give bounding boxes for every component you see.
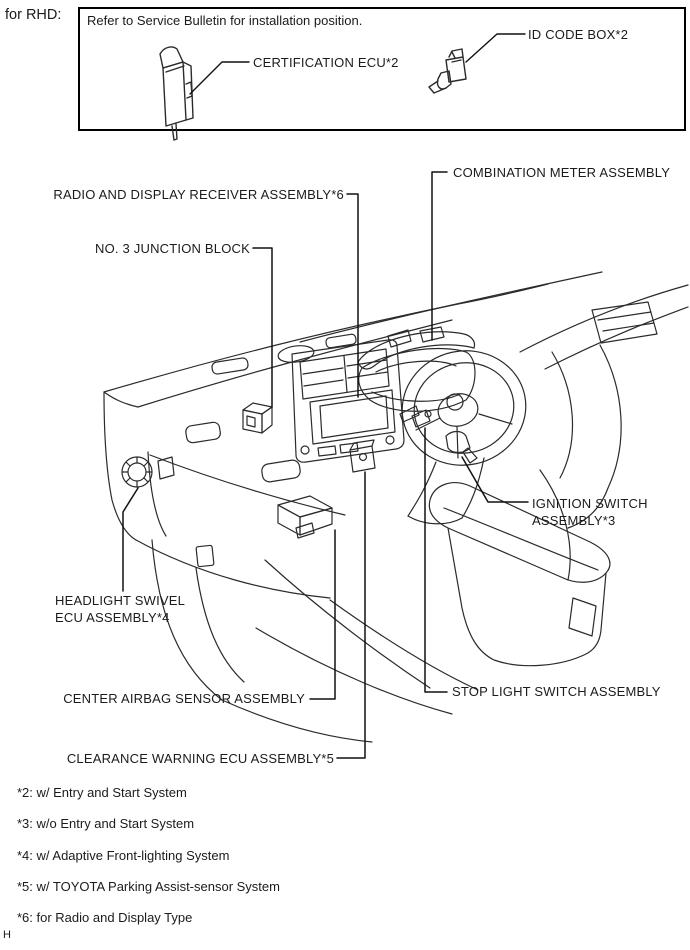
footnote-5: *5: w/ TOYOTA Parking Assist-sensor System [17, 879, 280, 894]
id-code-box-label: ID CODE BOX*2 [528, 27, 629, 42]
page-mark: H [3, 929, 11, 941]
stop-light-switch-label: STOP LIGHT SWITCH ASSEMBLY [452, 684, 661, 699]
footnote-4: *4: w/ Adaptive Front-lighting System [17, 848, 230, 863]
callout-lines [123, 172, 528, 758]
junction-block-label: NO. 3 JUNCTION BLOCK [95, 241, 250, 256]
combination-meter-label: COMBINATION METER ASSEMBLY [453, 165, 671, 180]
id-code-box-icon [429, 49, 466, 93]
headlight-swivel-ecu-label: HEADLIGHT SWIVEL ECU ASSEMBLY*4 [55, 593, 186, 625]
center-airbag-sensor-label: CENTER AIRBAG SENSOR ASSEMBLY [63, 691, 305, 706]
certification-ecu-icon [160, 47, 193, 140]
certification-ecu-label: CERTIFICATION ECU*2 [253, 55, 399, 70]
radio-display-receiver-label: RADIO AND DISPLAY RECEIVER ASSEMBLY*6 [53, 187, 344, 202]
clearance-warning-ecu-label: CLEARANCE WARNING ECU ASSEMBLY*5 [66, 751, 334, 766]
footnote-6: *6: for Radio and Display Type [17, 910, 193, 925]
footnote-3: *3: w/o Entry and Start System [17, 816, 195, 831]
service-bulletin-note: Refer to Service Bulletin for installation position. [87, 13, 363, 28]
rhd-heading: for RHD: [5, 7, 62, 23]
footnote-2: *2: w/ Entry and Start System [17, 785, 187, 800]
ignition-switch-label: IGNITION SWITCH ASSEMBLY*3 [532, 496, 648, 528]
